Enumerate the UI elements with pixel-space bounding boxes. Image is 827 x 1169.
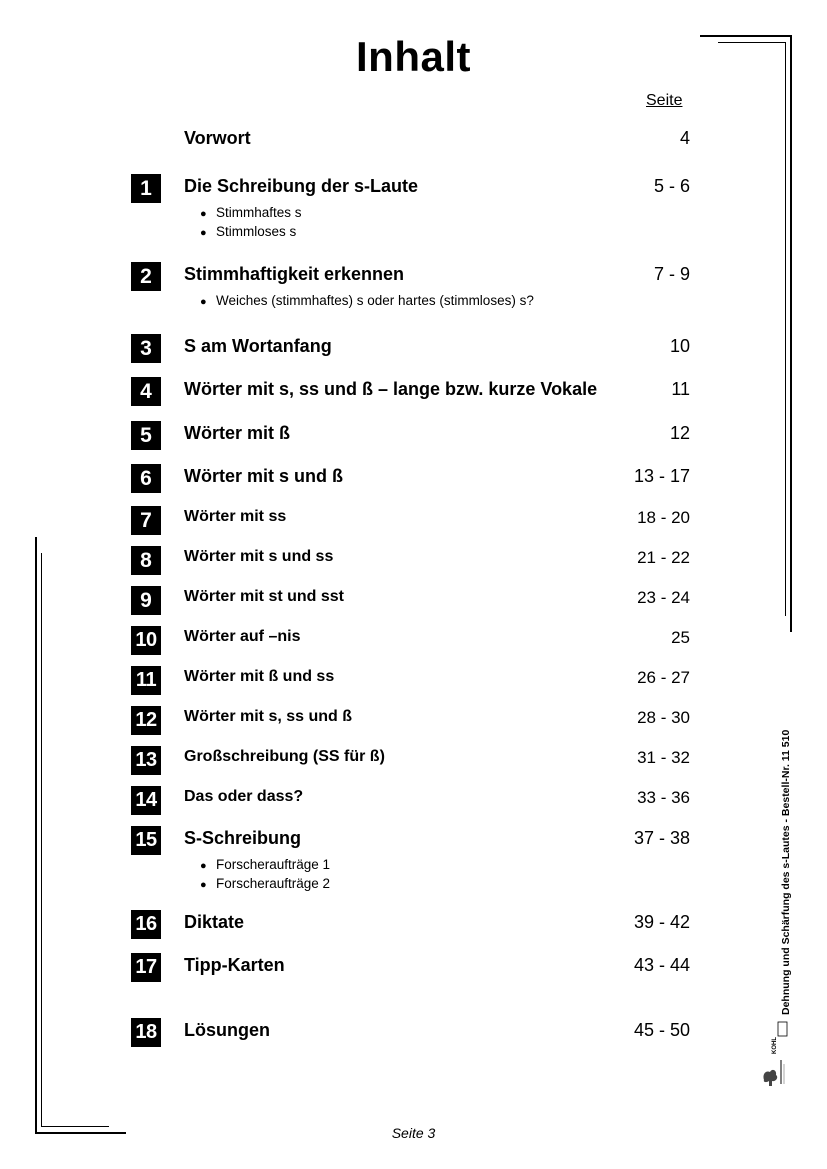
- chapter-title: Stimmhaftigkeit erkennen: [184, 264, 405, 284]
- chapter-number-badge: 16: [131, 910, 161, 939]
- chapter-number-badge: 11: [131, 666, 161, 695]
- chapter-number-badge: 13: [131, 746, 161, 775]
- page-range: 21 - 22: [637, 548, 690, 567]
- subtopic-item: [200, 856, 330, 875]
- chapter-number-badge: 3: [131, 334, 161, 363]
- page-column-header: Seite: [646, 92, 683, 109]
- bullet-icon: ●: [200, 227, 207, 239]
- chapter-number-badge: 18: [131, 1018, 161, 1047]
- page-range: 28 - 30: [637, 708, 690, 727]
- subtopic-text: Stimmhaftes s: [216, 205, 302, 220]
- subtopic-list: [200, 856, 330, 894]
- side-caption: Dehnung und Schärfung des s-Lautes - Bestell-Nr. 11 510: [780, 729, 792, 1015]
- subtopic-text: Stimmloses s: [216, 224, 297, 239]
- chapter-title: Wörter mit s und ß: [184, 466, 343, 486]
- chapter-number-badge: 17: [131, 953, 161, 982]
- subtopic-item: [200, 223, 302, 242]
- publisher-logo: [760, 1020, 790, 1088]
- page-range: 31 - 32: [637, 748, 690, 767]
- chapter-number-badge: 8: [131, 546, 161, 575]
- chapter-title: Wörter mit s, ss und ß – lange bzw. kurze Vokale: [184, 379, 598, 399]
- chapter-title: Wörter mit st und sst: [184, 588, 345, 605]
- page-range: 26 - 27: [637, 668, 690, 687]
- chapter-number-badge: 6: [131, 464, 161, 493]
- frame-left-vertical: [35, 537, 37, 1134]
- page-range: 12: [669, 423, 690, 443]
- chapter-title: Das oder dass?: [184, 788, 304, 805]
- frame-right-vertical-inner: [785, 42, 786, 616]
- chapter-title: Tipp-Karten: [184, 955, 285, 975]
- subtopic-list: [200, 292, 534, 311]
- chapter-title: Wörter mit ss: [184, 508, 287, 525]
- bullet-icon: ●: [200, 879, 207, 891]
- page-range: 25: [671, 628, 690, 647]
- chapter-number-badge: 4: [131, 377, 161, 406]
- page-range: 43 - 44: [633, 955, 690, 975]
- chapter-title: Vorwort: [184, 128, 251, 148]
- page-range: 7 - 9: [653, 264, 690, 284]
- chapter-title: Wörter mit s, ss und ß: [184, 708, 353, 725]
- page-range: 45 - 50: [633, 1020, 690, 1040]
- chapter-title: Wörter mit ß: [184, 423, 290, 443]
- page-range: 39 - 42: [633, 912, 690, 932]
- page-range: 5 - 6: [653, 176, 690, 196]
- page-range: 11: [671, 379, 690, 399]
- page-title: Inhalt: [356, 33, 471, 80]
- chapter-title: S-Schreibung: [184, 828, 302, 848]
- page-range: 23 - 24: [637, 588, 690, 607]
- chapter-title: Wörter mit s und ss: [184, 548, 334, 565]
- chapter-number-badge: 1: [131, 174, 161, 203]
- chapter-title: Wörter mit ß und ss: [184, 668, 335, 685]
- logo-text: KOHL: [772, 1037, 778, 1054]
- subtopic-item: [200, 875, 330, 894]
- subtopic-text: Weiches (stimmhaftes) s oder hartes (stimmloses) s?: [216, 293, 534, 308]
- page-footer: Seite 3: [391, 1125, 436, 1141]
- chapter-title: Großschreibung (SS für ß): [184, 748, 385, 765]
- frame-top-right-horizontal: [700, 35, 792, 37]
- chapter-number-badge: 9: [131, 586, 161, 615]
- chapter-number-badge: 10: [131, 626, 161, 655]
- page-range: 33 - 36: [637, 788, 690, 807]
- subtopic-text: Forscheraufträge 2: [216, 876, 331, 891]
- chapter-title: Die Schreibung der s-Laute: [184, 176, 419, 196]
- chapter-number-badge: 15: [131, 826, 161, 855]
- bullet-icon: ●: [200, 208, 207, 220]
- subtopic-item: [200, 204, 302, 223]
- page-range: 4: [679, 128, 690, 148]
- chapter-number-badge: 7: [131, 506, 161, 535]
- chapter-number-badge: 2: [131, 262, 161, 291]
- page-range: 37 - 38: [633, 828, 690, 848]
- chapter-number-badge: 14: [131, 786, 161, 815]
- chapter-title: Wörter auf –nis: [184, 628, 301, 645]
- bullet-icon: ●: [200, 296, 207, 308]
- page-range: 13 - 17: [633, 466, 690, 486]
- chapter-title: Diktate: [184, 912, 245, 932]
- subtopic-text: Forscheraufträge 1: [216, 857, 331, 872]
- subtopic-item: [200, 292, 534, 311]
- frame-right-vertical: [790, 35, 792, 632]
- chapter-title: Lösungen: [184, 1020, 270, 1040]
- page-range: 10: [669, 336, 690, 356]
- chapter-number-badge: 5: [131, 421, 161, 450]
- chapter-title: S am Wortanfang: [184, 336, 332, 356]
- frame-top-right-horizontal-inner: [718, 42, 786, 43]
- subtopic-list: [200, 204, 302, 242]
- page-range: 18 - 20: [637, 508, 690, 527]
- bullet-icon: ●: [200, 860, 207, 872]
- frame-left-vertical-inner: [41, 553, 42, 1126]
- chapter-number-badge: 12: [131, 706, 161, 735]
